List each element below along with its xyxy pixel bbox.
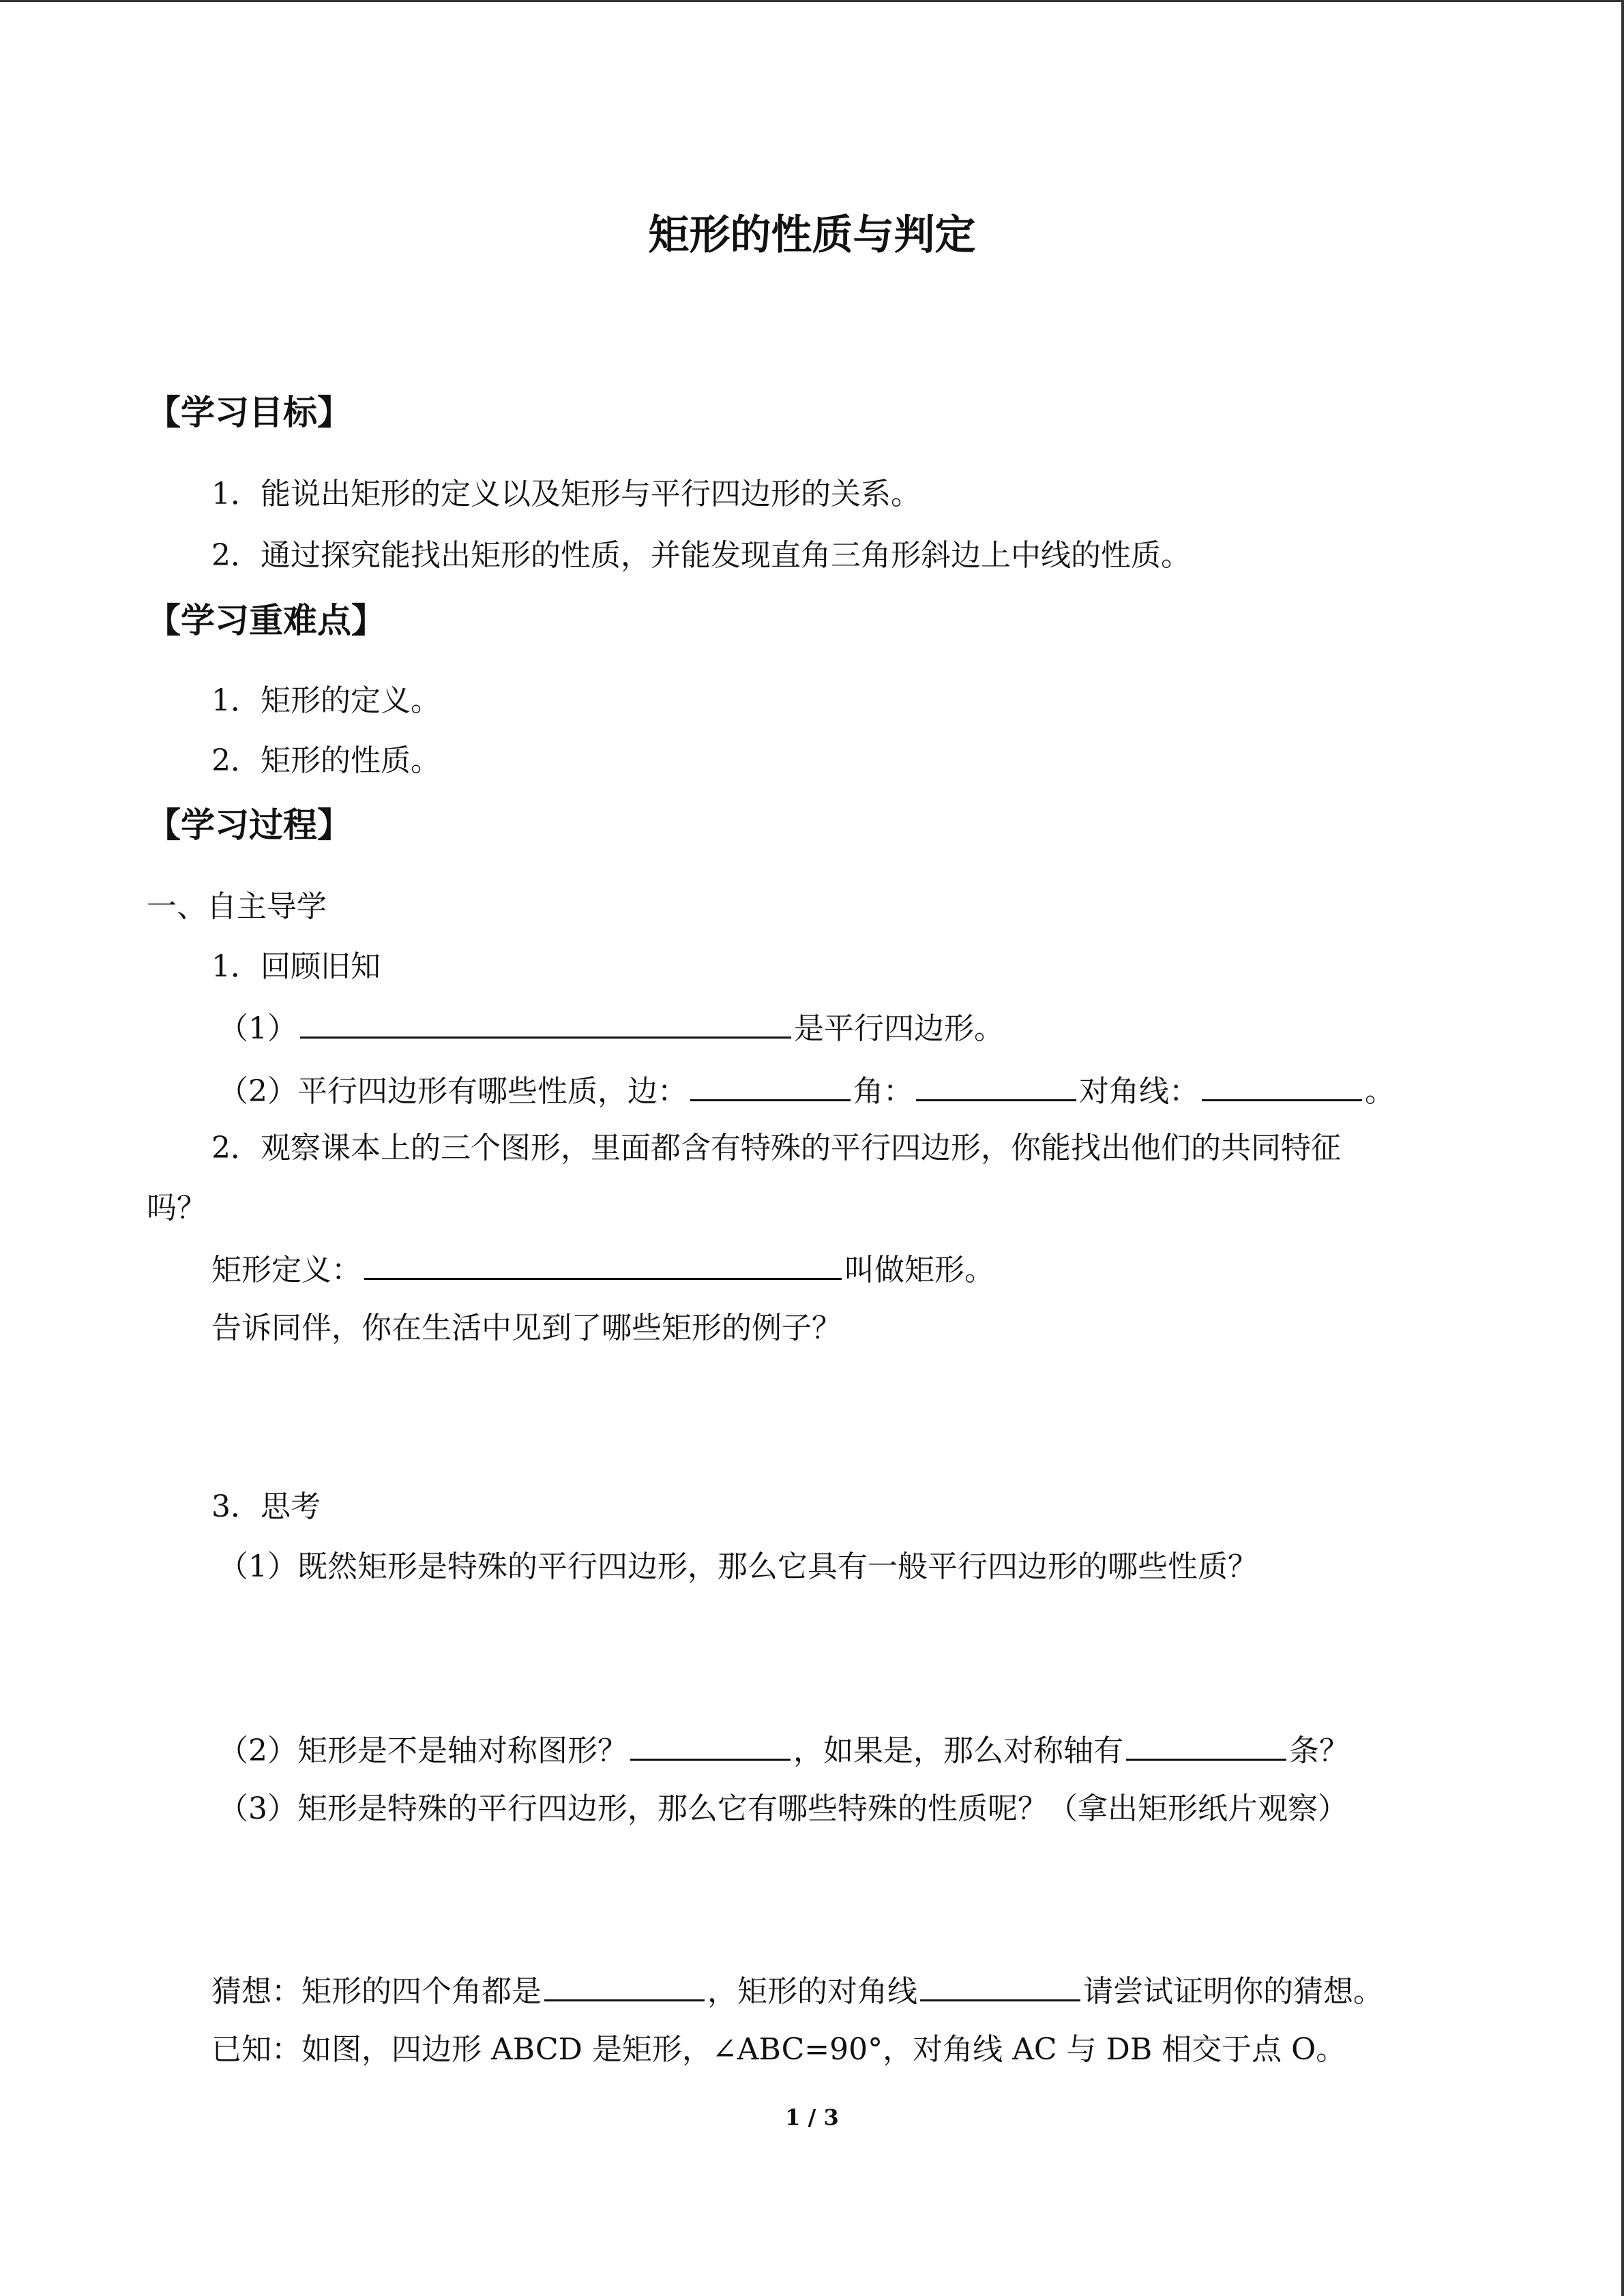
answer-blank[interactable] <box>630 1729 791 1761</box>
guess-end: 请尝试证明你的猜想。 <box>1083 1974 1383 2009</box>
review-question-2 <box>218 1069 1395 1112</box>
heading-process: 【学习过程】 <box>147 805 351 845</box>
given-line: 已知：如图，四边形 ABCD 是矩形，∠ABC=90°，对角线 AC 与 DB 相交于点 O。 <box>211 2032 1346 2067</box>
page-top-border <box>0 0 1624 2</box>
heading-goals: 【学习目标】 <box>147 393 351 432</box>
definition-line <box>211 1248 994 1291</box>
think-question-3: （3）矩形是特殊的平行四边形，那么它有哪些特殊的性质呢？（拿出矩形纸片观察） <box>218 1791 1348 1826</box>
answer-blank[interactable] <box>1202 1069 1362 1101</box>
review-title: 1．回顾旧知 <box>211 949 381 984</box>
goal-item-2: 2．通过探究能找出矩形的性质，并能发现直角三角形斜边上中线的性质。 <box>211 538 1191 573</box>
heading-key-points: 【学习重难点】 <box>147 601 385 640</box>
answer-blank[interactable] <box>920 1969 1080 2001</box>
observe-line-1: 2．观察课本上的三个图形，里面都含有特殊的平行四边形，你能找出他们的共同特征 <box>211 1131 1341 1165</box>
guess-prefix: 猜想：矩形的四个角都是 <box>211 1974 542 2009</box>
review-q1-suffix: 是平行四边形。 <box>794 1011 1004 1046</box>
review-question-1 <box>218 1007 1004 1049</box>
think-question-1: （1）既然矩形是特殊的平行四边形，那么它具有一般平行四边形的哪些性质？ <box>218 1549 1258 1584</box>
guess-line <box>211 1969 1383 2012</box>
tell-partner-line: 告诉同伴，你在生活中见到了哪些矩形的例子？ <box>211 1311 842 1345</box>
observe-line-2: 吗？ <box>147 1191 207 1225</box>
key-point-item-2: 2．矩形的性质。 <box>211 743 441 778</box>
think-question-2 <box>218 1729 1349 1772</box>
page-title: 矩形的性质与判定 <box>648 211 976 259</box>
key-point-item-1: 1．矩形的定义。 <box>211 683 441 718</box>
guess-mid: ，矩形的对角线 <box>707 1974 917 2009</box>
definition-prefix: 矩形定义： <box>211 1253 361 1287</box>
answer-blank[interactable] <box>1126 1729 1286 1761</box>
review-q2-angle: 角： <box>853 1074 913 1109</box>
review-q2-end: 。 <box>1365 1074 1395 1109</box>
think-title: 3．思考 <box>211 1489 321 1524</box>
goal-item-1: 1．能说出矩形的定义以及矩形与平行四边形的关系。 <box>211 477 921 511</box>
answer-blank[interactable] <box>544 1969 705 2001</box>
think-q2-end: 条？ <box>1289 1733 1349 1768</box>
answer-blank[interactable] <box>364 1248 842 1280</box>
page-number: 1 / 3 <box>785 2104 839 2130</box>
answer-blank[interactable] <box>690 1069 851 1101</box>
review-q2-prefix: （2）平行四边形有哪些性质，边： <box>218 1074 688 1109</box>
review-q1-prefix: （1） <box>218 1011 297 1046</box>
part1-title: 一、自主导学 <box>147 889 327 924</box>
answer-blank[interactable] <box>300 1007 791 1039</box>
page-right-border <box>1621 0 1624 2296</box>
think-q2-prefix: （2）矩形是不是轴对称图形？ <box>218 1733 628 1768</box>
answer-blank[interactable] <box>916 1069 1076 1101</box>
think-q2-mid: ，如果是，那么对称轴有 <box>793 1733 1123 1768</box>
definition-suffix: 叫做矩形。 <box>844 1253 994 1287</box>
review-q2-diagonal: 对角线： <box>1079 1074 1199 1109</box>
